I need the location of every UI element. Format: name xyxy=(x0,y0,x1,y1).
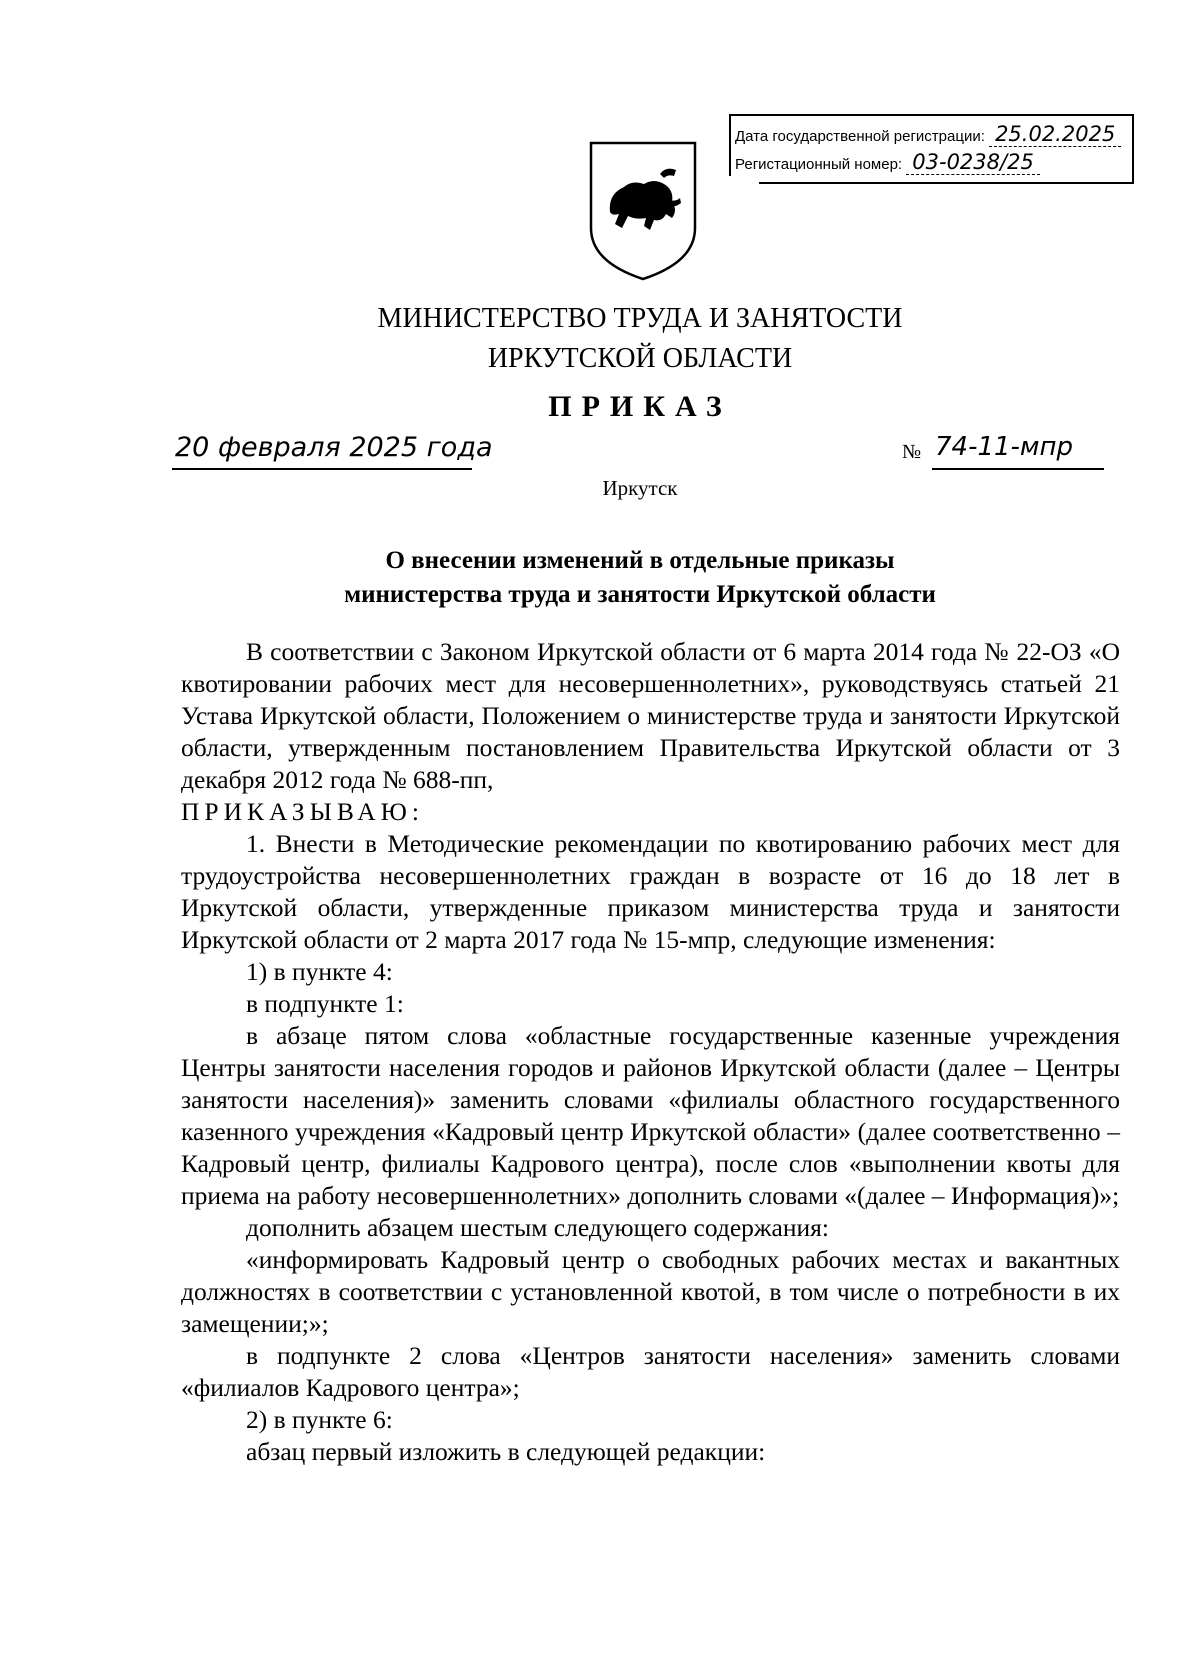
handwritten-date: 20 февраля 2025 года xyxy=(175,432,493,463)
preamble-paragraph: В соответствии с Законом Иркутской области от 6 марта 2014 года № 22-ОЗ «О квотировании рабочих мест для несовершеннолетних», руководствуясь статьей 21 Устава Иркутской области, Положением о министерстве труда и занятости Иркутской области, утвержденным постановлением Правительства Иркутской области от 3 декабря 2012 года № 688-пп, xyxy=(181,637,1120,794)
order-number-label: № xyxy=(902,441,922,463)
stamp-reg-number-value: 03-0238/25 xyxy=(906,150,1040,175)
stamp-border-bottom xyxy=(759,182,1134,184)
stamp-reg-number-row xyxy=(735,150,1040,175)
order-keyword: ПРИКАЗЫВАЮ: xyxy=(181,797,424,826)
registration-stamp xyxy=(729,114,1134,184)
city-name: Иркутск xyxy=(602,476,678,500)
stamp-border-top xyxy=(729,114,1134,116)
order-body xyxy=(181,636,1120,1468)
order-number-underline xyxy=(932,468,1104,470)
date-underline xyxy=(172,468,472,470)
ministry-name-line1: МИНИСТЕРСТВО ТРУДА И ЗАНЯТОСТИ xyxy=(377,303,903,334)
ministry-name-line2: ИРКУТСКОЙ ОБЛАСТИ xyxy=(487,343,793,374)
document-type-title: ПРИКАЗ xyxy=(548,390,732,423)
stamp-border-left xyxy=(729,114,731,176)
subject-line1: О внесении изменений в отдельные приказы xyxy=(385,547,895,574)
amendment-add-paragraph-6: дополнить абзацем шестым следующего содержания: xyxy=(246,1213,829,1242)
subitem-1-heading: в подпункте 1: xyxy=(246,989,404,1018)
stamp-reg-date-row xyxy=(735,122,1121,147)
clause-1-paragraph: 1. Внести в Методические рекомендации по квотированию рабочих мест для трудоустройства несовершеннолетних граждан в возрасте от 16 до 18 лет в Иркутской области, утвержденные приказом министерства труда и занятости Иркутской области от 2 марта 2017 года № 15-мпр, следующие изменения: xyxy=(181,829,1120,954)
subclause-1-heading: 1) в пункте 4: xyxy=(246,957,393,986)
amendment-subitem-2: в подпункте 2 слова «Центров занятости населения» заменить словами «филиалов Кадрового центра»; xyxy=(181,1341,1120,1402)
subclause-2-heading: 2) в пункте 6: xyxy=(246,1405,393,1434)
irkutsk-coat-of-arms-icon xyxy=(588,140,698,282)
stamp-border-right xyxy=(1132,114,1134,184)
subject-line2: министерства труда и занятости Иркутской области xyxy=(344,581,936,608)
handwritten-order-number: 74-11-мпр xyxy=(935,432,1074,462)
amendment-quote: «информировать Кадровый центр о свободных рабочих местах и вакантных должностях в соответствии с установленной квотой, в том числе о потребности в их замещении;»; xyxy=(181,1245,1120,1338)
stamp-reg-number-label: Регистационный номер: xyxy=(735,156,903,173)
stamp-reg-date-label: Дата государственной регистрации: xyxy=(735,128,985,145)
stamp-reg-date-value: 25.02.2025 xyxy=(989,122,1121,147)
amendment-paragraph-1-intro: абзац первый изложить в следующей редакции: xyxy=(246,1437,766,1466)
amendment-paragraph-5: в абзаце пятом слова «областные государственные казенные учреждения Центры занятости населения городов и районов Иркутской области (далее – Центры занятости населения)» заменить словами «филиалы областного государственного казенного учреждения «Кадровый центр Иркутской области» (далее соответственно – Кадровый центр, филиалы Кадрового центра), после слов «выполнении квоты для приема на работу несовершеннолетних» дополнить словами «(далее – Информация)»; xyxy=(181,1021,1120,1210)
